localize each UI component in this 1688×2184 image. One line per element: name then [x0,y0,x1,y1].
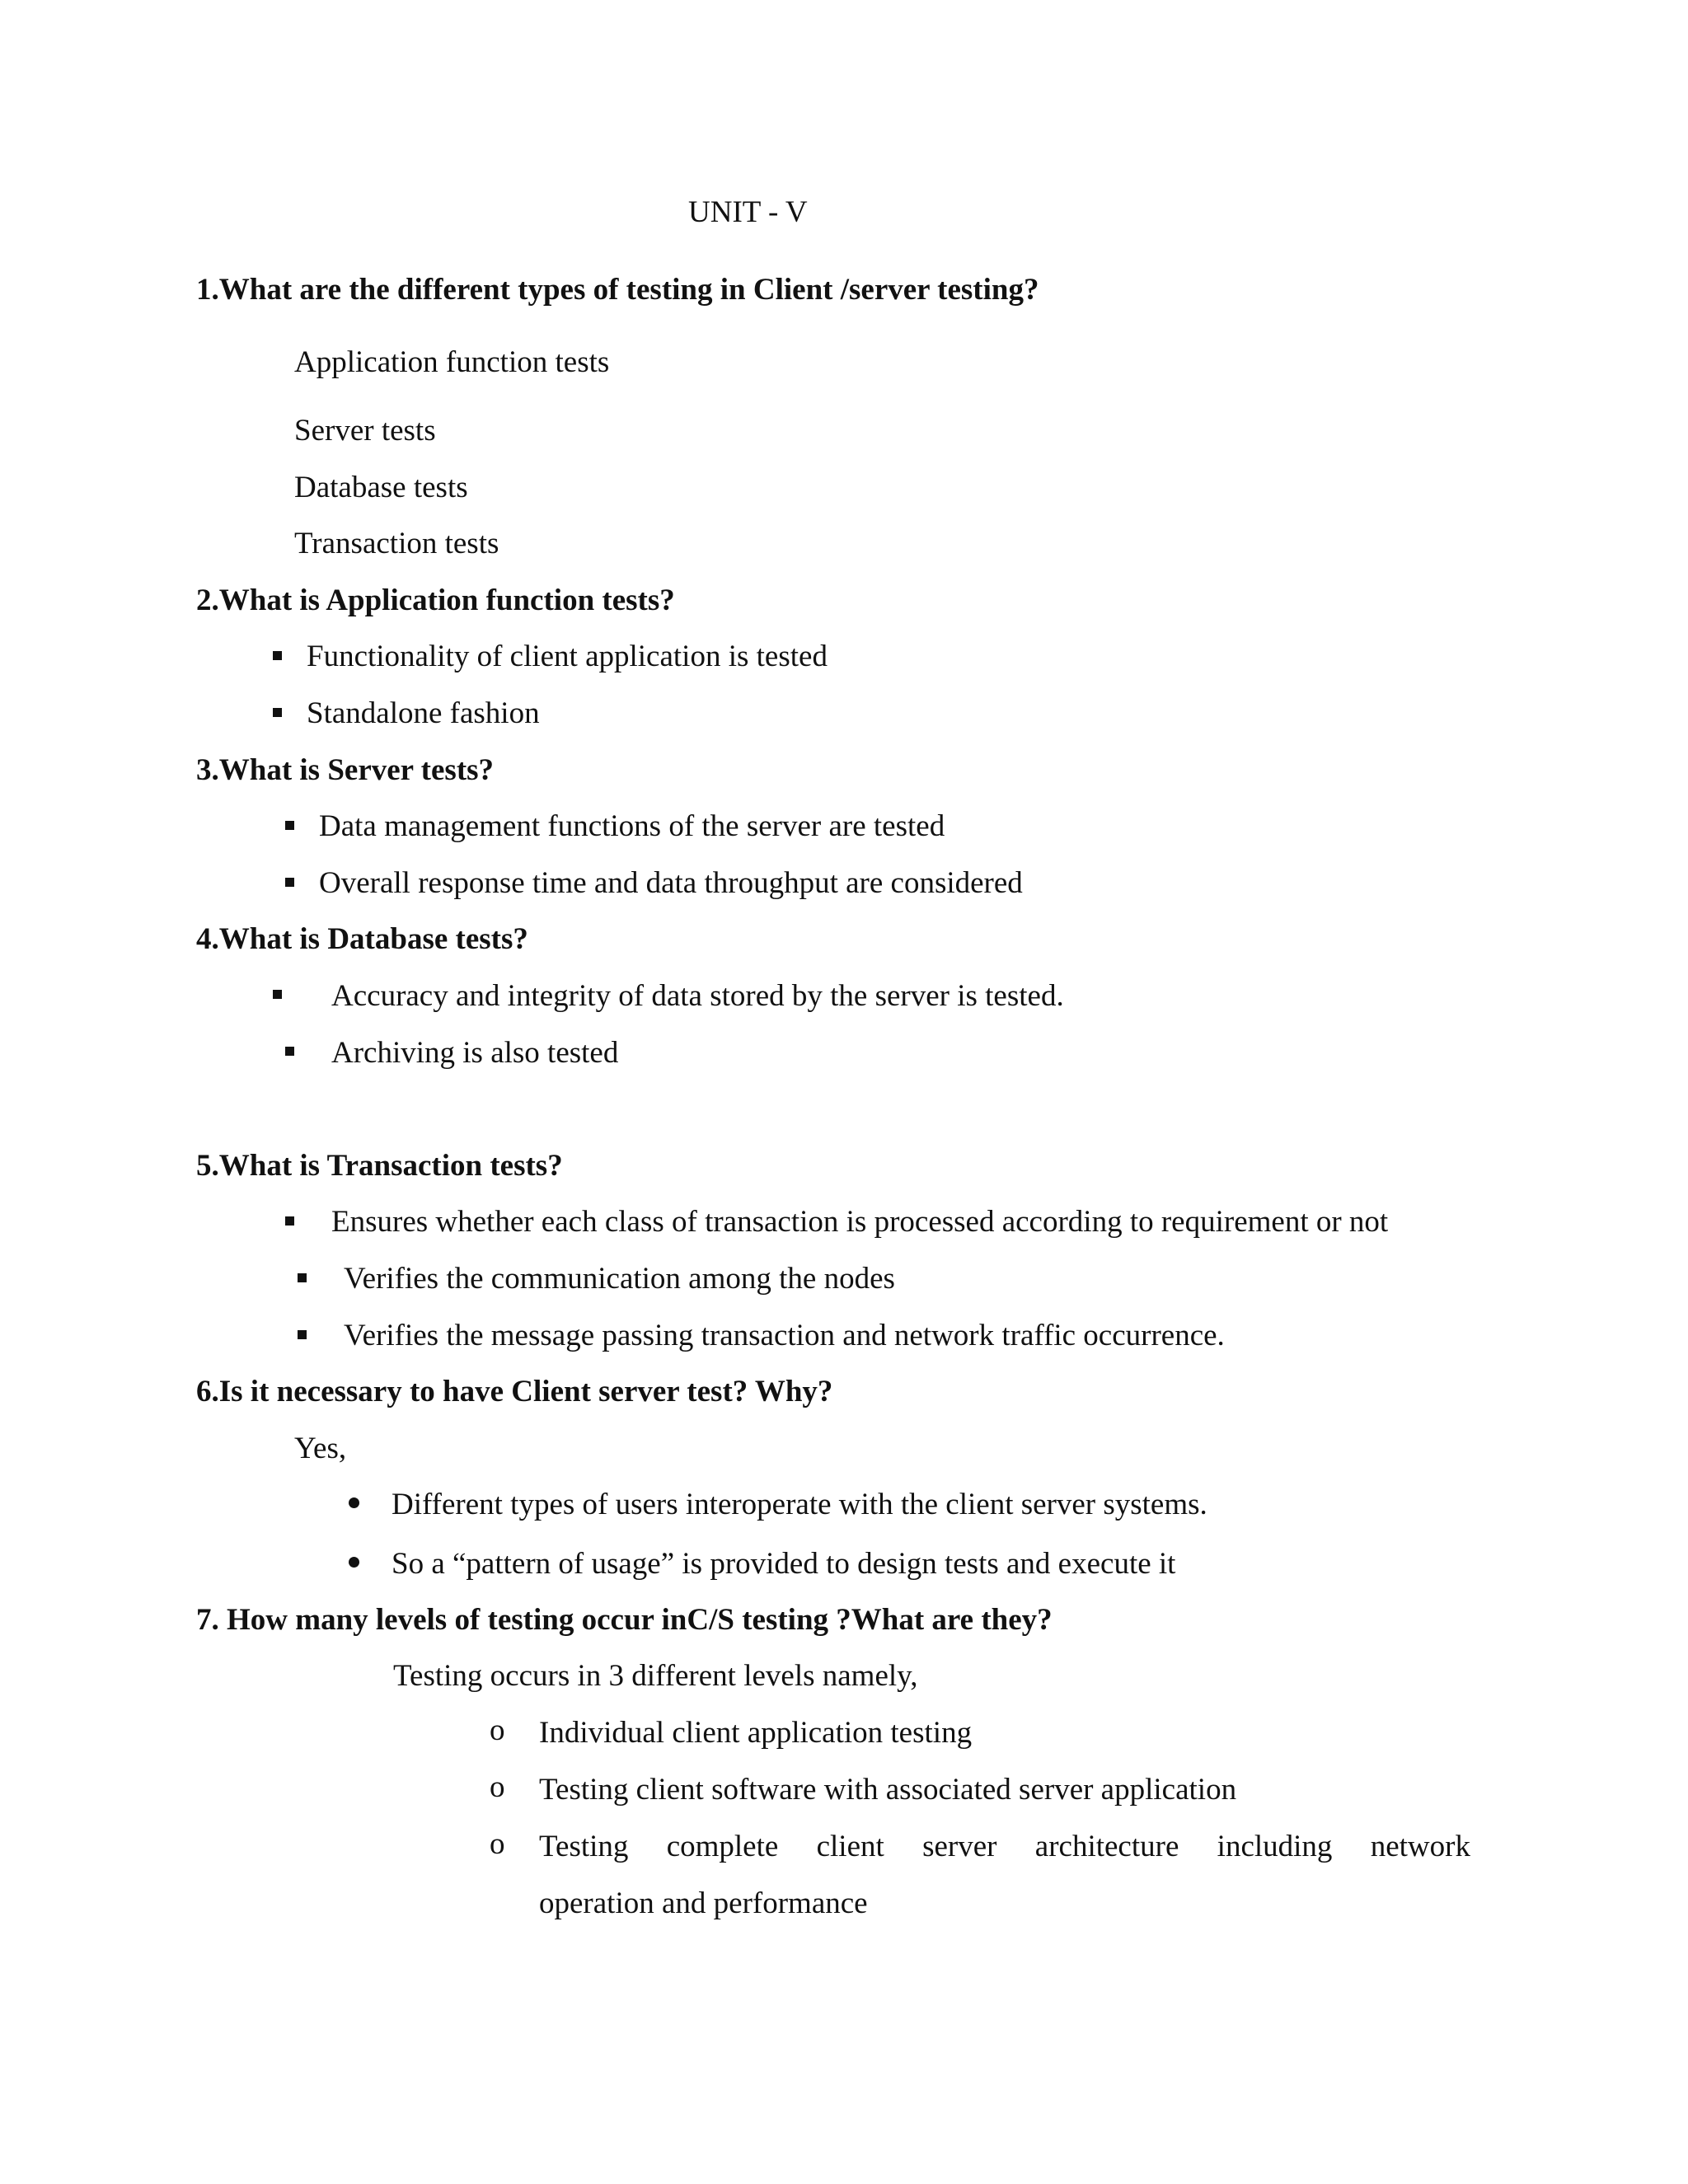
q1-answer-2: Server tests [294,414,436,448]
q4-answer-1: Accuracy and integrity of data stored by the server is tested. [331,979,1064,1013]
q7-answer-1: Individual client application testing [539,1716,973,1750]
unit-title: UNIT - V [688,195,808,229]
square-bullet-icon [298,1273,307,1282]
q7-answer-3-word: complete [666,1830,779,1863]
square-bullet-icon [285,1216,294,1226]
question-4: 4.What is Database tests? [196,922,528,956]
square-bullet-icon [285,878,294,887]
square-bullet-icon [273,990,282,999]
square-bullet-icon [298,1330,307,1339]
question-3: 3.What is Server tests? [196,753,495,787]
question-2: 2.What is Application function tests? [196,583,675,617]
q6-answer-1: Different types of users interoperate with the client server systems. [392,1488,1207,1521]
q1-answer-1: Application function tests [294,345,610,379]
q7-answer-3-word: server [922,1830,997,1863]
circle-bullet-icon: o [490,1713,505,1747]
q5-answer-2: Verifies the communication among the nodes [344,1262,895,1296]
q6-answer-2: So a “pattern of usage” is provided to design tests and execute it [392,1547,1176,1581]
q2-answer-1: Functionality of client application is tested [307,640,828,673]
circle-bullet-icon: o [490,1770,505,1804]
round-bullet-icon [349,1497,359,1508]
q7-answer-3-word: client [816,1830,884,1863]
square-bullet-icon [285,821,294,830]
question-7: 7. How many levels of testing occur inC/S testing ?What are they? [196,1603,1053,1637]
q1-answer-3: Database tests [294,471,468,504]
q7-answer-3-word: network [1370,1830,1470,1863]
circle-bullet-icon: o [490,1827,505,1861]
q7-answer-2: Testing client software with associated server application [539,1773,1237,1807]
square-bullet-icon [273,651,282,660]
q2-answer-2: Standalone fashion [307,696,540,730]
square-bullet-icon [273,708,282,717]
q4-answer-2: Archiving is also tested [331,1036,619,1070]
question-6: 6.Is it necessary to have Client server test? Why? [196,1375,833,1408]
q5-answer-1: Ensures whether each class of transaction is processed according to requirement or not [331,1205,1389,1239]
question-1: 1.What are the different types of testing in Client /server testing? [196,273,1039,307]
q7-answer-3-word: Testing [539,1830,629,1863]
q7-answer-3-line-2: operation and performance [539,1886,868,1920]
q3-answer-2: Overall response time and data throughput are considered [319,866,1023,900]
q3-answer-1: Data management functions of the server are tested [319,809,945,843]
q7-answer-3-word: architecture [1034,1830,1179,1863]
question-5: 5.What is Transaction tests? [196,1149,563,1183]
q7-intro: Testing occurs in 3 different levels namely, [393,1659,918,1693]
q6-intro: Yes, [294,1432,347,1465]
q7-answer-3-line-1 [539,1829,1470,1865]
q1-answer-4: Transaction tests [294,527,499,560]
q5-answer-3: Verifies the message passing transaction and network traffic occurrence. [344,1319,1225,1352]
round-bullet-icon [349,1557,359,1568]
square-bullet-icon [285,1047,294,1056]
q7-answer-3-word: including [1217,1830,1333,1863]
